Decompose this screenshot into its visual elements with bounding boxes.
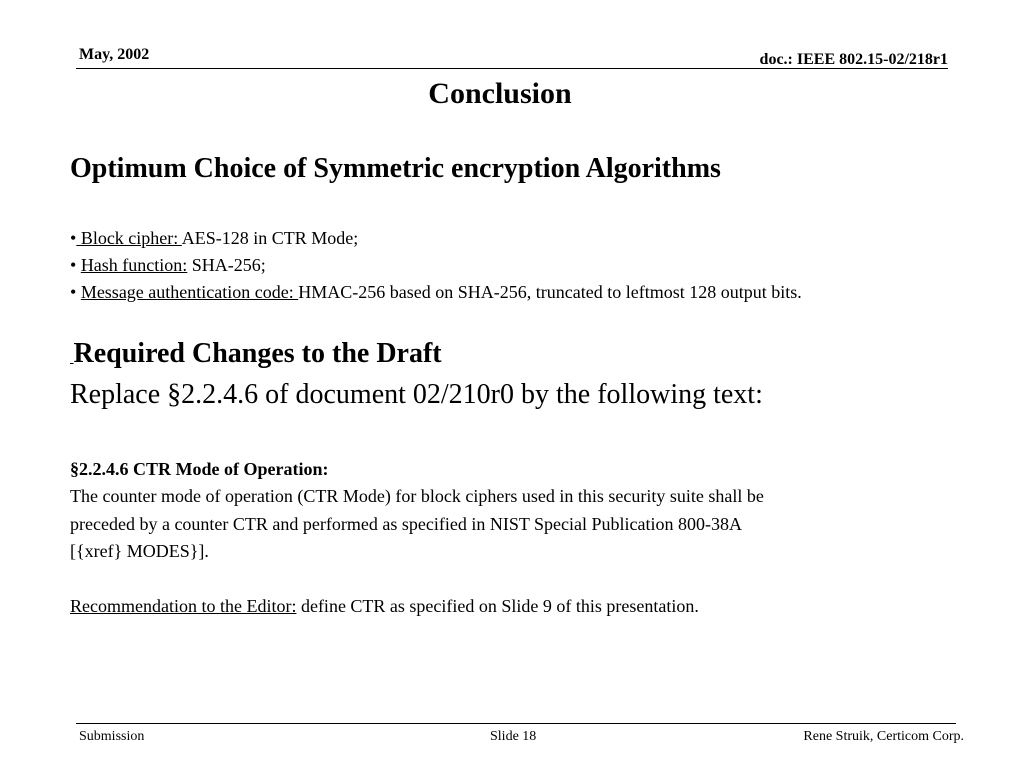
- section-heading-required-changes: Required Changes to the Draft: [73, 338, 442, 369]
- item-label: Message authentication code:: [80, 282, 299, 302]
- list-item-mac: [70, 282, 802, 303]
- item-label: Hash function:: [80, 255, 188, 275]
- item-text: HMAC-256 based on SHA-256, truncated to leftmost 128 output bits.: [298, 282, 802, 302]
- list-item-hash-function: [70, 255, 266, 276]
- list-item-block-cipher: [70, 228, 358, 249]
- bullet: •: [70, 228, 77, 248]
- item-label: Block cipher:: [76, 228, 182, 248]
- section-subheading: Replace §2.2.4.6 of document 02/210r0 by the following text:: [70, 379, 763, 410]
- header-doc-id: doc.: IEEE 802.15-02/218r1: [759, 51, 948, 68]
- slide-title: Conclusion: [428, 77, 572, 110]
- item-text: AES-128 in CTR Mode;: [181, 228, 359, 248]
- ctr-heading: §2.2.4.6 CTR Mode of Operation:: [70, 459, 329, 479]
- ctr-line-2: preceded by a counter CTR and performed as specified in NIST Special Publication 800-38A: [70, 514, 742, 534]
- ctr-line-3: [{xref} MODES}].: [70, 541, 209, 561]
- footer-author: Rene Struik, Certicom Corp.: [803, 729, 964, 744]
- item-text: SHA-256;: [187, 255, 266, 275]
- footer-left: Submission: [79, 729, 145, 744]
- recommendation-text: define CTR as specified on Slide 9 of this presentation.: [296, 596, 699, 616]
- footer-rule: [76, 723, 956, 724]
- bullet: •: [70, 255, 77, 275]
- header-rule: [76, 68, 948, 69]
- footer-slide-number: Slide 18: [490, 729, 537, 744]
- recommendation-label: Recommendation to the Editor:: [70, 596, 297, 616]
- header-date: May, 2002: [79, 46, 150, 63]
- ctr-line-1: The counter mode of operation (CTR Mode) for block ciphers used in this security suite shall be: [70, 486, 764, 506]
- recommendation: [70, 596, 699, 617]
- section-heading-algorithms: Optimum Choice of Symmetric encryption Algorithms: [70, 153, 721, 184]
- bullet: •: [70, 282, 77, 302]
